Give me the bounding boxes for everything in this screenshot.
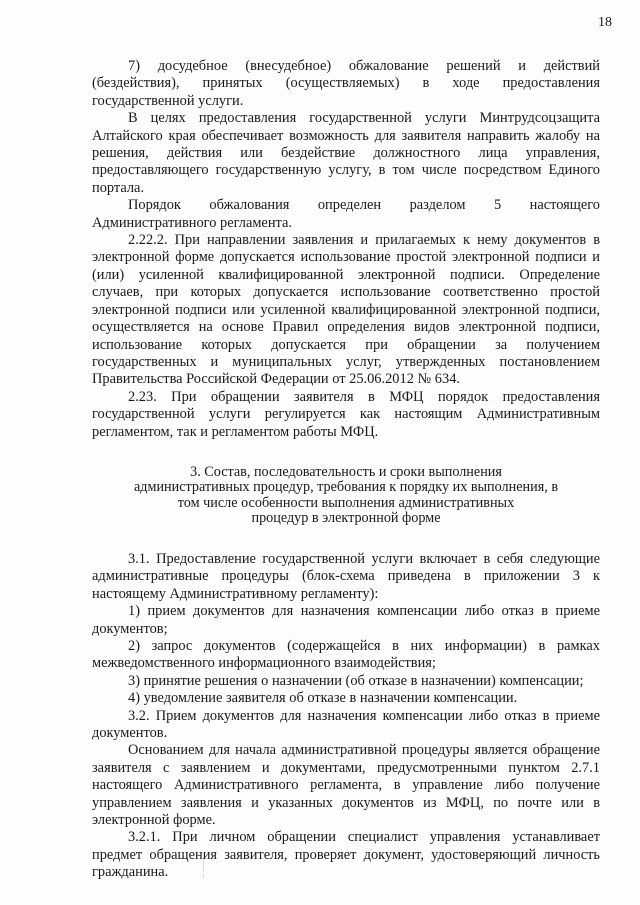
scan-artifact-line: [203, 852, 205, 878]
paragraph-procedure-basis: Основанием для начала административной процедуры является обращение заявителя с заявлением и документами, предусмотренными пунктом 2.7.1 настоящего Административного регламента, в управление либо получение управлением заявления и указанных документов из МФЦ, по почте или в электронной форме.: [92, 742, 600, 829]
paragraph-3-1: 3.1. Предоставление государственной услуги включает в себя следующие административные процедуры (блок-схема приведена в приложении 3 к настоящему Административному регламенту):: [92, 550, 600, 602]
list-item-3: 3) принятие решения о назначении (об отказе в назначении) компенсации;: [128, 672, 584, 689]
section-heading-line: административных процедур, требования к порядку их выполнения, в том числе особенности выполнения административных: [133, 479, 559, 511]
page-number: 18: [598, 15, 612, 30]
paragraph-2-23: 2.23. При обращении заявителя в МФЦ порядок предоставления государственной услуги регулируется как настоящим Административным регламентом, так и регламентом работы МФЦ.: [92, 388, 600, 440]
list-item-2: 2) запрос документов (содержащейся в них информации) в рамках межведомственного информационного взаимодействия;: [92, 637, 600, 672]
paragraph-appeal-order: Порядок обжалования определен разделом 5 настоящего Административного регламента.: [92, 197, 600, 231]
section-3-heading: [92, 465, 600, 527]
section-heading-line: 3. Состав, последовательность и сроки выполнения: [190, 463, 502, 480]
paragraph-complaint-opportunity: В целях предоставления государственной услуги Минтрудсоцзащита Алтайского края обеспечивает возможность для заявителя направить жалобу на решения, действия или бездействие должностного лица управления, предоставляющего государственную услугу, в том числе посредством Единого портала.: [92, 110, 600, 196]
document-body: [92, 58, 600, 882]
paragraph-3-2: 3.2. Прием документов для назначения компенсации либо отказ в приеме документов.: [92, 707, 600, 741]
section-heading-line: процедур в электронной форме: [251, 510, 441, 527]
list-item-1: 1) прием документов для назначения компенсации либо отказ в приеме документов;: [92, 603, 600, 637]
paragraph-3-2-1: 3.2.1. При личном обращении специалист управления устанавливает предмет обращения заявителя, проверяет документ, удостоверяющий личность гражданина.: [92, 829, 600, 881]
paragraph-2-22-2: 2.22.2. При направлении заявления и прилагаемых к нему документов в электронной форме допускается использование простой электронной подписи и (или) усиленной квалифицированной электронной подписи. Определение случаев, при которых допускается использование соответственно простой электронной подписи или усиленной квалифицированной электронной подписи, осуществляется на основе Правил определения видов электронной подписи, использование которых допускается при обращении за получением государственных и муниципальных услуг, утвержденных постановлением Правительства Российской Федерации от 25.06.2012 № 634.: [92, 232, 600, 388]
paragraph-appeal-procedure: 7) досудебное (внесудебное) обжалование решений и действий (бездействия), принятых (осуществляемых) в ходе предоставления государственной услуги.: [92, 58, 600, 109]
list-item-4: 4) уведомление заявителя об отказе в назначении компенсации.: [128, 690, 518, 707]
